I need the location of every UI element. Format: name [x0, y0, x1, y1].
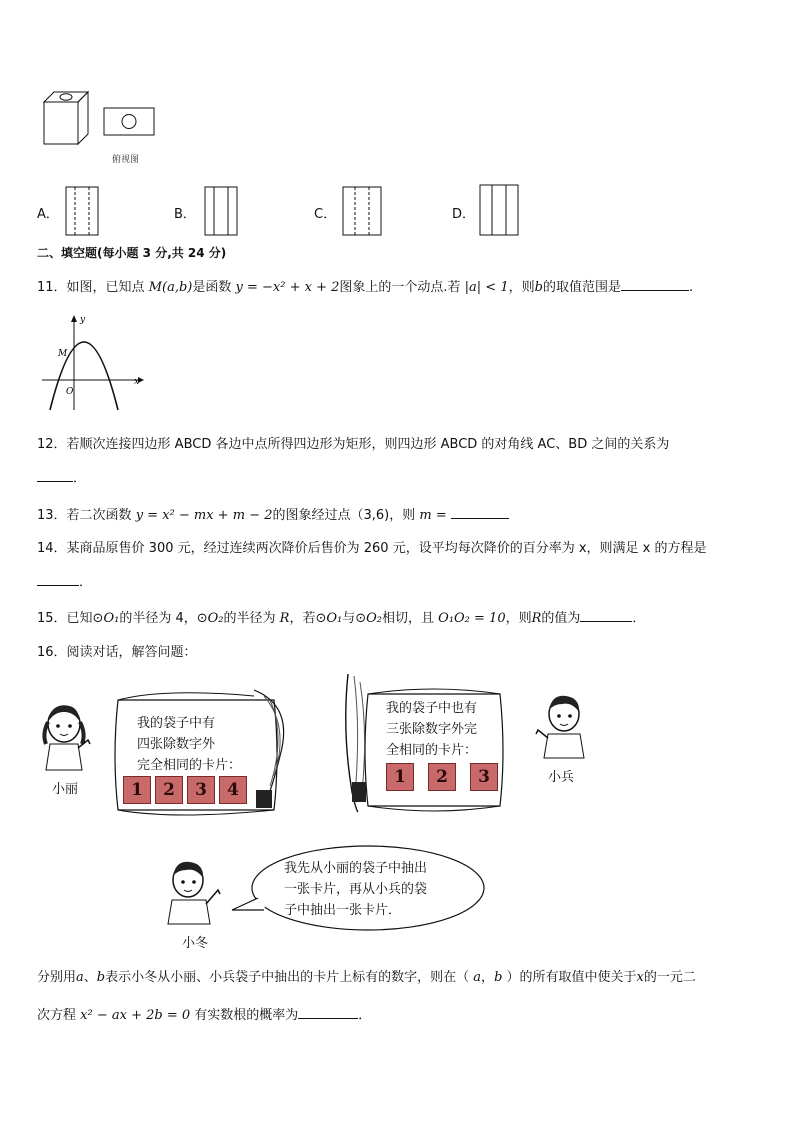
left-card-4: 4 [219, 776, 247, 804]
bottom-bubble-text: 我先从小丽的袋子中抽出 一张卡片，再从小兵的袋 子中抽出一张卡片． [284, 861, 428, 918]
boy-xiaodong-avatar [160, 856, 226, 926]
right-card-3: 3 [470, 763, 498, 791]
option-d-figure [479, 184, 519, 236]
option-d-label: D． [452, 207, 476, 222]
question-16-paragraph-line1: 分别用a、b表示小冬从小丽、小兵袋子中抽出的卡片上标有的数字，则在（ a，b ）的所有取值中使关于x的一元二 [37, 970, 696, 985]
left-bubble-text: 我的袋子中有 四张除数字外 完全相同的卡片： [137, 716, 242, 773]
question-16-title: 16．阅读对话，解答问题： [37, 645, 197, 660]
answer-blank[interactable] [621, 276, 689, 291]
answer-blank[interactable] [37, 467, 73, 482]
question-11: 11．如图，已知点 M(a,b)是函数 y = −x² + x + 2图象上的一个动点.若 |a| < 1，则b的取值范围是 . [37, 276, 693, 298]
question-14: 14．某商品原售价 300 元，经过连续两次降价后售价为 260 元，设平均每次降价的百分率为 x，则满足 x 的方程是 [37, 541, 707, 556]
question-12: 12．若顺次连接四边形 ABCD 各边中点所得四边形为矩形，则四边形 ABCD 的对角线 AC、BD 之间的关系为 [37, 437, 670, 452]
parabola-graph [38, 312, 150, 412]
point-m-label: M [58, 349, 68, 359]
question-13: 13．若二次函数 y = x² − mx + m − 2的图象经过点（3,6)，则 m = [37, 504, 509, 526]
question-12-blank-line: ． [37, 467, 86, 489]
name-xiaoli: 小丽 [52, 782, 79, 797]
boy-xiaobing-avatar [532, 690, 592, 760]
name-xiaobing: 小兵 [548, 770, 575, 785]
answer-blank[interactable] [451, 504, 509, 519]
right-card-1: 1 [386, 763, 414, 791]
right-bubble-text: 我的袋子中也有 三张除数字外完 全相同的卡片： [386, 701, 478, 758]
option-c-figure [342, 186, 382, 236]
solid-figure [40, 88, 160, 150]
option-a-label: A． [37, 207, 59, 222]
name-xiaodong: 小冬 [182, 936, 209, 951]
option-b-figure [204, 186, 238, 236]
question-15: 15．已知⊙O₁的半径为 4，⊙O₂的半径为 R，若⊙O₁与⊙O₂相切，且 O₁O₂ = 10，则R的值为 ． [37, 607, 645, 629]
left-card-1: 1 [123, 776, 151, 804]
option-b-label: B． [174, 207, 196, 222]
option-c-label: C． [314, 207, 337, 222]
question-14-blank-line: ． [37, 571, 92, 593]
left-card-2: 2 [155, 776, 183, 804]
top-view-caption: 俯视图 [112, 155, 140, 165]
origin-label: O [66, 387, 74, 397]
answer-blank[interactable] [37, 571, 79, 586]
option-a-figure [65, 186, 99, 236]
answer-blank[interactable] [580, 607, 632, 622]
y-axis-label: y [80, 315, 86, 325]
right-card-2: 2 [428, 763, 456, 791]
section-title: 二、填空题(每小题 3 分,共 24 分) [37, 246, 227, 260]
left-card-3: 3 [187, 776, 215, 804]
answer-blank[interactable] [298, 1004, 358, 1019]
question-16-paragraph-line2: 次方程 x² − ax + 2b = 0 有实数根的概率为 ． [37, 1004, 371, 1026]
x-axis-label: x [134, 377, 140, 387]
girl-xiaoli-avatar [38, 700, 94, 772]
